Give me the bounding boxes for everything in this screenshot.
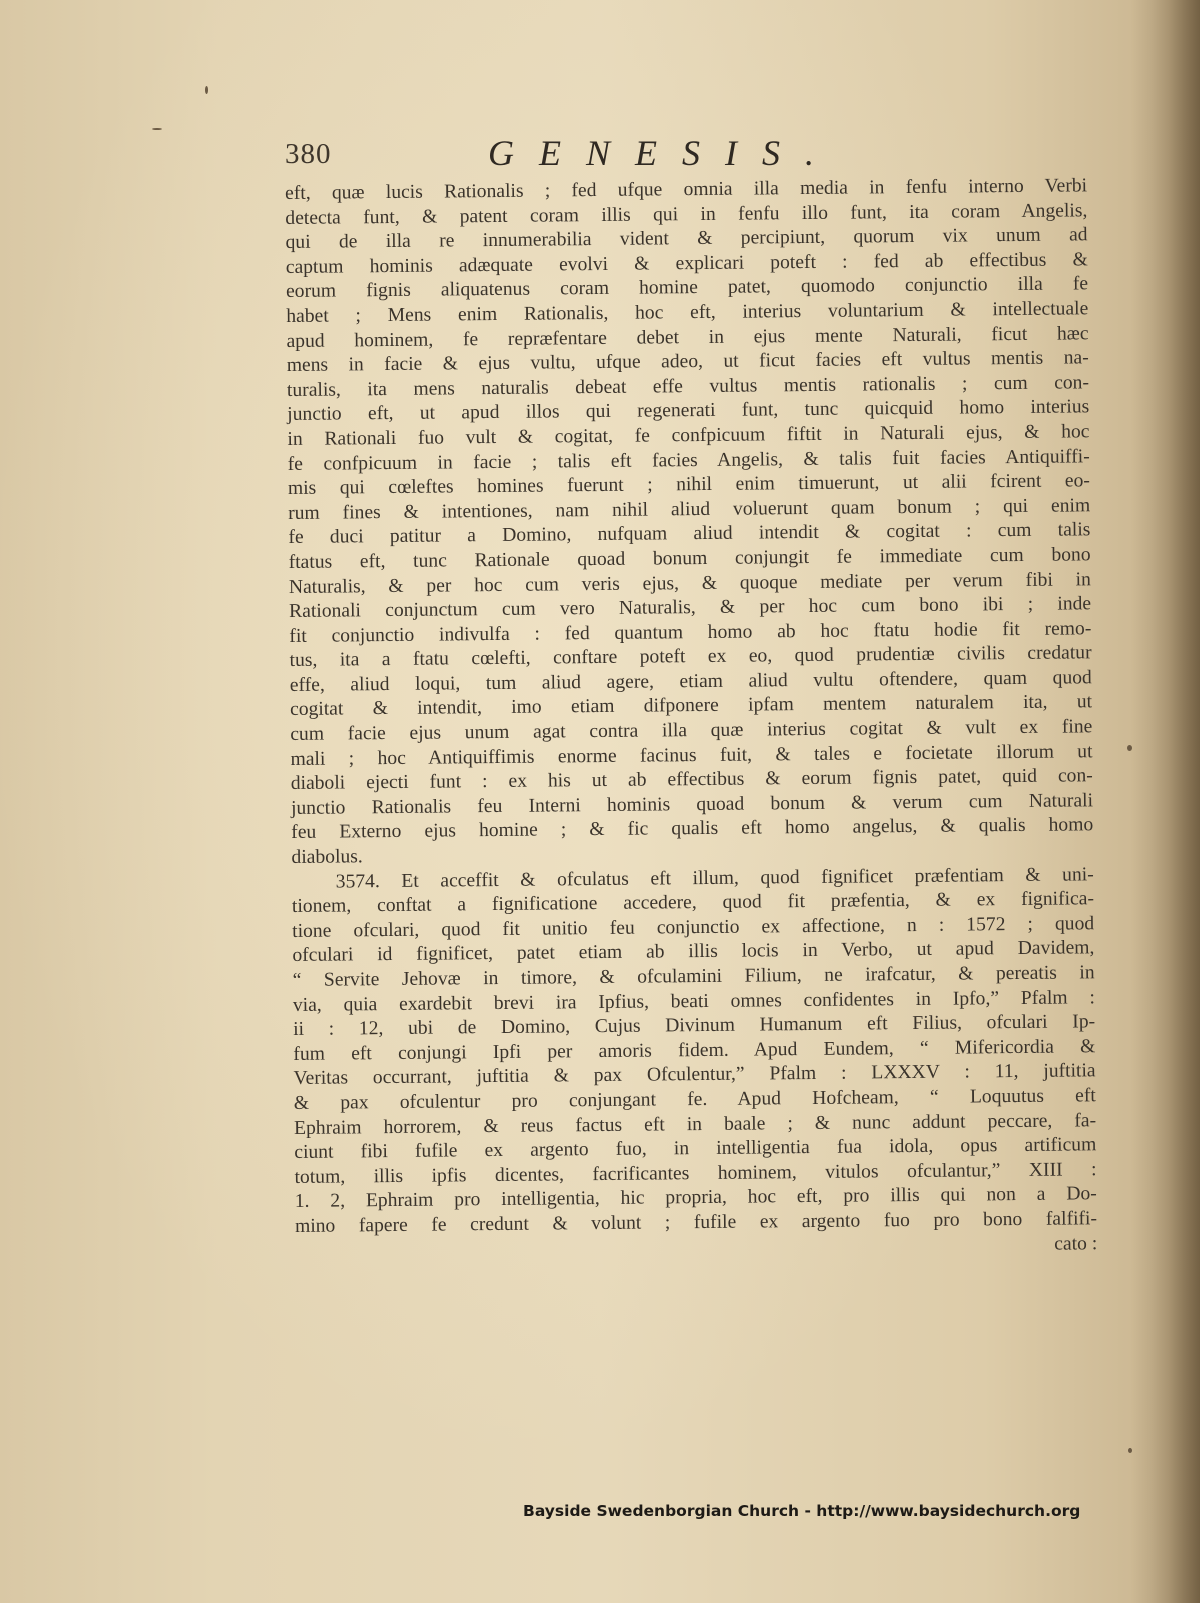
text-line: eft, quæ lucis Rationalis ; fed ufque omnia illa media in fenfu interno Verbi bbox=[285, 175, 1088, 204]
text-line: mis qui cœleftes homines fuerunt ; nihil enim timuerunt, ut alii fcirent eo- bbox=[287, 470, 1091, 500]
text-line: fum eft conjungi Ipfi per amoris fidem. Apud Eundem, “ Mifericordia & bbox=[293, 1036, 1096, 1065]
text-line: fe confpicuum in facie ; talis eft facies Angelis, & talis fuit facies Antiquiffi- bbox=[287, 445, 1090, 475]
text-line: turalis, ita mens naturalis debeat effe vultus mentis rationalis ; cum con- bbox=[286, 372, 1090, 401]
text-line: habet ; Mens enim Rationalis, hoc eft, interius voluntarium & intellectuale bbox=[286, 298, 1089, 327]
text-line: in Rationali fuo vult & cogitat, fe confpicuum fiftit in Naturali ejus, & hoc bbox=[287, 421, 1090, 450]
page-header bbox=[285, 132, 1115, 172]
paper-speck bbox=[205, 86, 208, 94]
body-text bbox=[285, 174, 1097, 1264]
text-line: junctio Rationalis feu Interni hominis quoad bonum & verum cum Naturali bbox=[290, 790, 1094, 819]
text-line: Naturalis, & per hoc cum veris ejus, & quoque mediate per verum fibi in bbox=[288, 568, 1091, 598]
paper-speck bbox=[1128, 1448, 1132, 1453]
text-line: fit conjunctio indivulfa : fed quantum homo ab hoc ftatu hodie fit remo- bbox=[289, 617, 1092, 647]
text-line: ofculari id fignificet, patet etiam ab illis locis in Verbo, ut apud Davidem, bbox=[292, 937, 1095, 967]
paper-speck bbox=[1127, 745, 1132, 751]
text-line: rum fines & intentiones, nam nihil aliud voluerunt quam bonum ; qui enim bbox=[288, 495, 1091, 524]
text-line: tus, ita a ftatu cœlefti, conftare poteft ex eo, quod prudentiæ civilis credatur bbox=[289, 642, 1092, 672]
text-line: via, quia exardebit brevi ira Ipfius, beati omnes confidentes in Ipfo,” Pfalm : bbox=[292, 986, 1095, 1016]
text-line: & pax ofculentur pro conjungant fe. Apud Hofcheam, “ Loquutus eft bbox=[293, 1085, 1096, 1114]
text-line: eorum fignis aliquatenus coram homine patet, quomodo conjunctio illa fe bbox=[285, 273, 1089, 303]
text-line: effe, aliud loqui, tum aliud agere, etiam aliud vultu oftendere, quam quod bbox=[289, 667, 1092, 696]
text-line: tionem, conftat a fignificatione accedere, quod fit præfentia, & ex fignifica- bbox=[291, 888, 1095, 918]
footer-credit: Bayside Swedenborgian Church - http://www.baysidechurch.org bbox=[523, 1502, 1081, 1520]
text-line: junctio eft, ut apud illos qui regenerati funt, tunc quicquid homo interius bbox=[287, 396, 1090, 426]
text-line: feu Externo ejus homine ; & fic qualis eft homo angelus, & qualis homo bbox=[291, 814, 1094, 844]
text-line: apud hominem, fe repræfentare debet in ejus mente Naturali, ficut hæc bbox=[286, 322, 1089, 352]
text-line: captum hominis adæquate evolvi & explicari poteft : fed ab effectibus & bbox=[285, 249, 1088, 278]
text-line: qui de illa re innumerabilia vident & percipiunt, quorum vix unum ad bbox=[285, 224, 1088, 254]
running-title: GENESIS. bbox=[488, 133, 839, 173]
text-line: ii : 12, ubi de Domino, Cujus Divinum Humanum eft Filius, ofculari Ip- bbox=[293, 1011, 1096, 1041]
text-line: cum facie ejus unum agat contra illa quæ interius cogitat & vult ex fine bbox=[290, 716, 1093, 746]
text-line: ftatus eft, tunc Rationale quoad bonum conjungit fe immediate cum bono bbox=[288, 544, 1091, 573]
text-line: tione ofculari, quod fit unitio feu conjunctio ex affectione, n : 1572 ; quod bbox=[292, 913, 1095, 942]
text-line: 1. 2, Ephraim pro intelligentia, hic propria, hoc eft, pro illis qui non a Do- bbox=[294, 1183, 1097, 1213]
text-line: detecta funt, & patent coram illis qui in fenfu illo funt, ita coram Angelis, bbox=[285, 199, 1088, 229]
text-line: ciunt fibi fufile ex argento fuo, in intelligentia fua idola, opus artificum bbox=[294, 1134, 1097, 1164]
text-line: totum, illis ipfis dicentes, facrificantes hominem, vitulos ofculantur,” XIII : bbox=[294, 1159, 1097, 1188]
text-line: cato : bbox=[1054, 1232, 1098, 1255]
paper-speck bbox=[152, 128, 162, 130]
text-line: Ephraim horrorem, & reus factus eft in baale ; & nunc addunt peccare, fa- bbox=[293, 1109, 1097, 1139]
page-number: 380 bbox=[285, 138, 332, 170]
text-line: 3574. Et acceffit & ofculatus eft illum, quod fignificet præfentiam & uni- bbox=[335, 863, 1094, 893]
text-line: Rationali conjunctum cum vero Naturalis, & per hoc cum bono ibi ; inde bbox=[289, 593, 1092, 623]
text-line: mens in facie & ejus vultu, ufque adeo, ut ficut facies eft vultus mentis na- bbox=[286, 347, 1089, 377]
text-line: fe duci patitur a Domino, nufquam aliud intendit & cogitat : cum talis bbox=[288, 519, 1091, 549]
text-line: diaboli ejecti funt : ex his ut ab effectibus & eorum fignis patet, quid con- bbox=[290, 765, 1093, 795]
text-line: Veritas occurrant, juftitia & pax Ofculentur,” Pfalm : LXXXV : 11, juftitia bbox=[293, 1060, 1096, 1090]
page-edge-shadow bbox=[1130, 0, 1200, 1603]
text-line: mali ; hoc Antiquiffimis enorme facinus fuit, & tales e focietate illorum ut bbox=[290, 740, 1093, 770]
text-line: “ Servite Jehovæ in timore, & ofculamini Filium, ne irafcatur, & pereatis in bbox=[292, 962, 1095, 991]
text-line: cogitat & intendit, imo etiam difponere ipfam mentem naturalem ita, ut bbox=[289, 691, 1093, 721]
text-line: mino fapere fe credunt & volunt ; fufile ex argento fuo pro bono falfifi- bbox=[294, 1208, 1098, 1237]
text-line: diabolus. bbox=[291, 846, 363, 868]
